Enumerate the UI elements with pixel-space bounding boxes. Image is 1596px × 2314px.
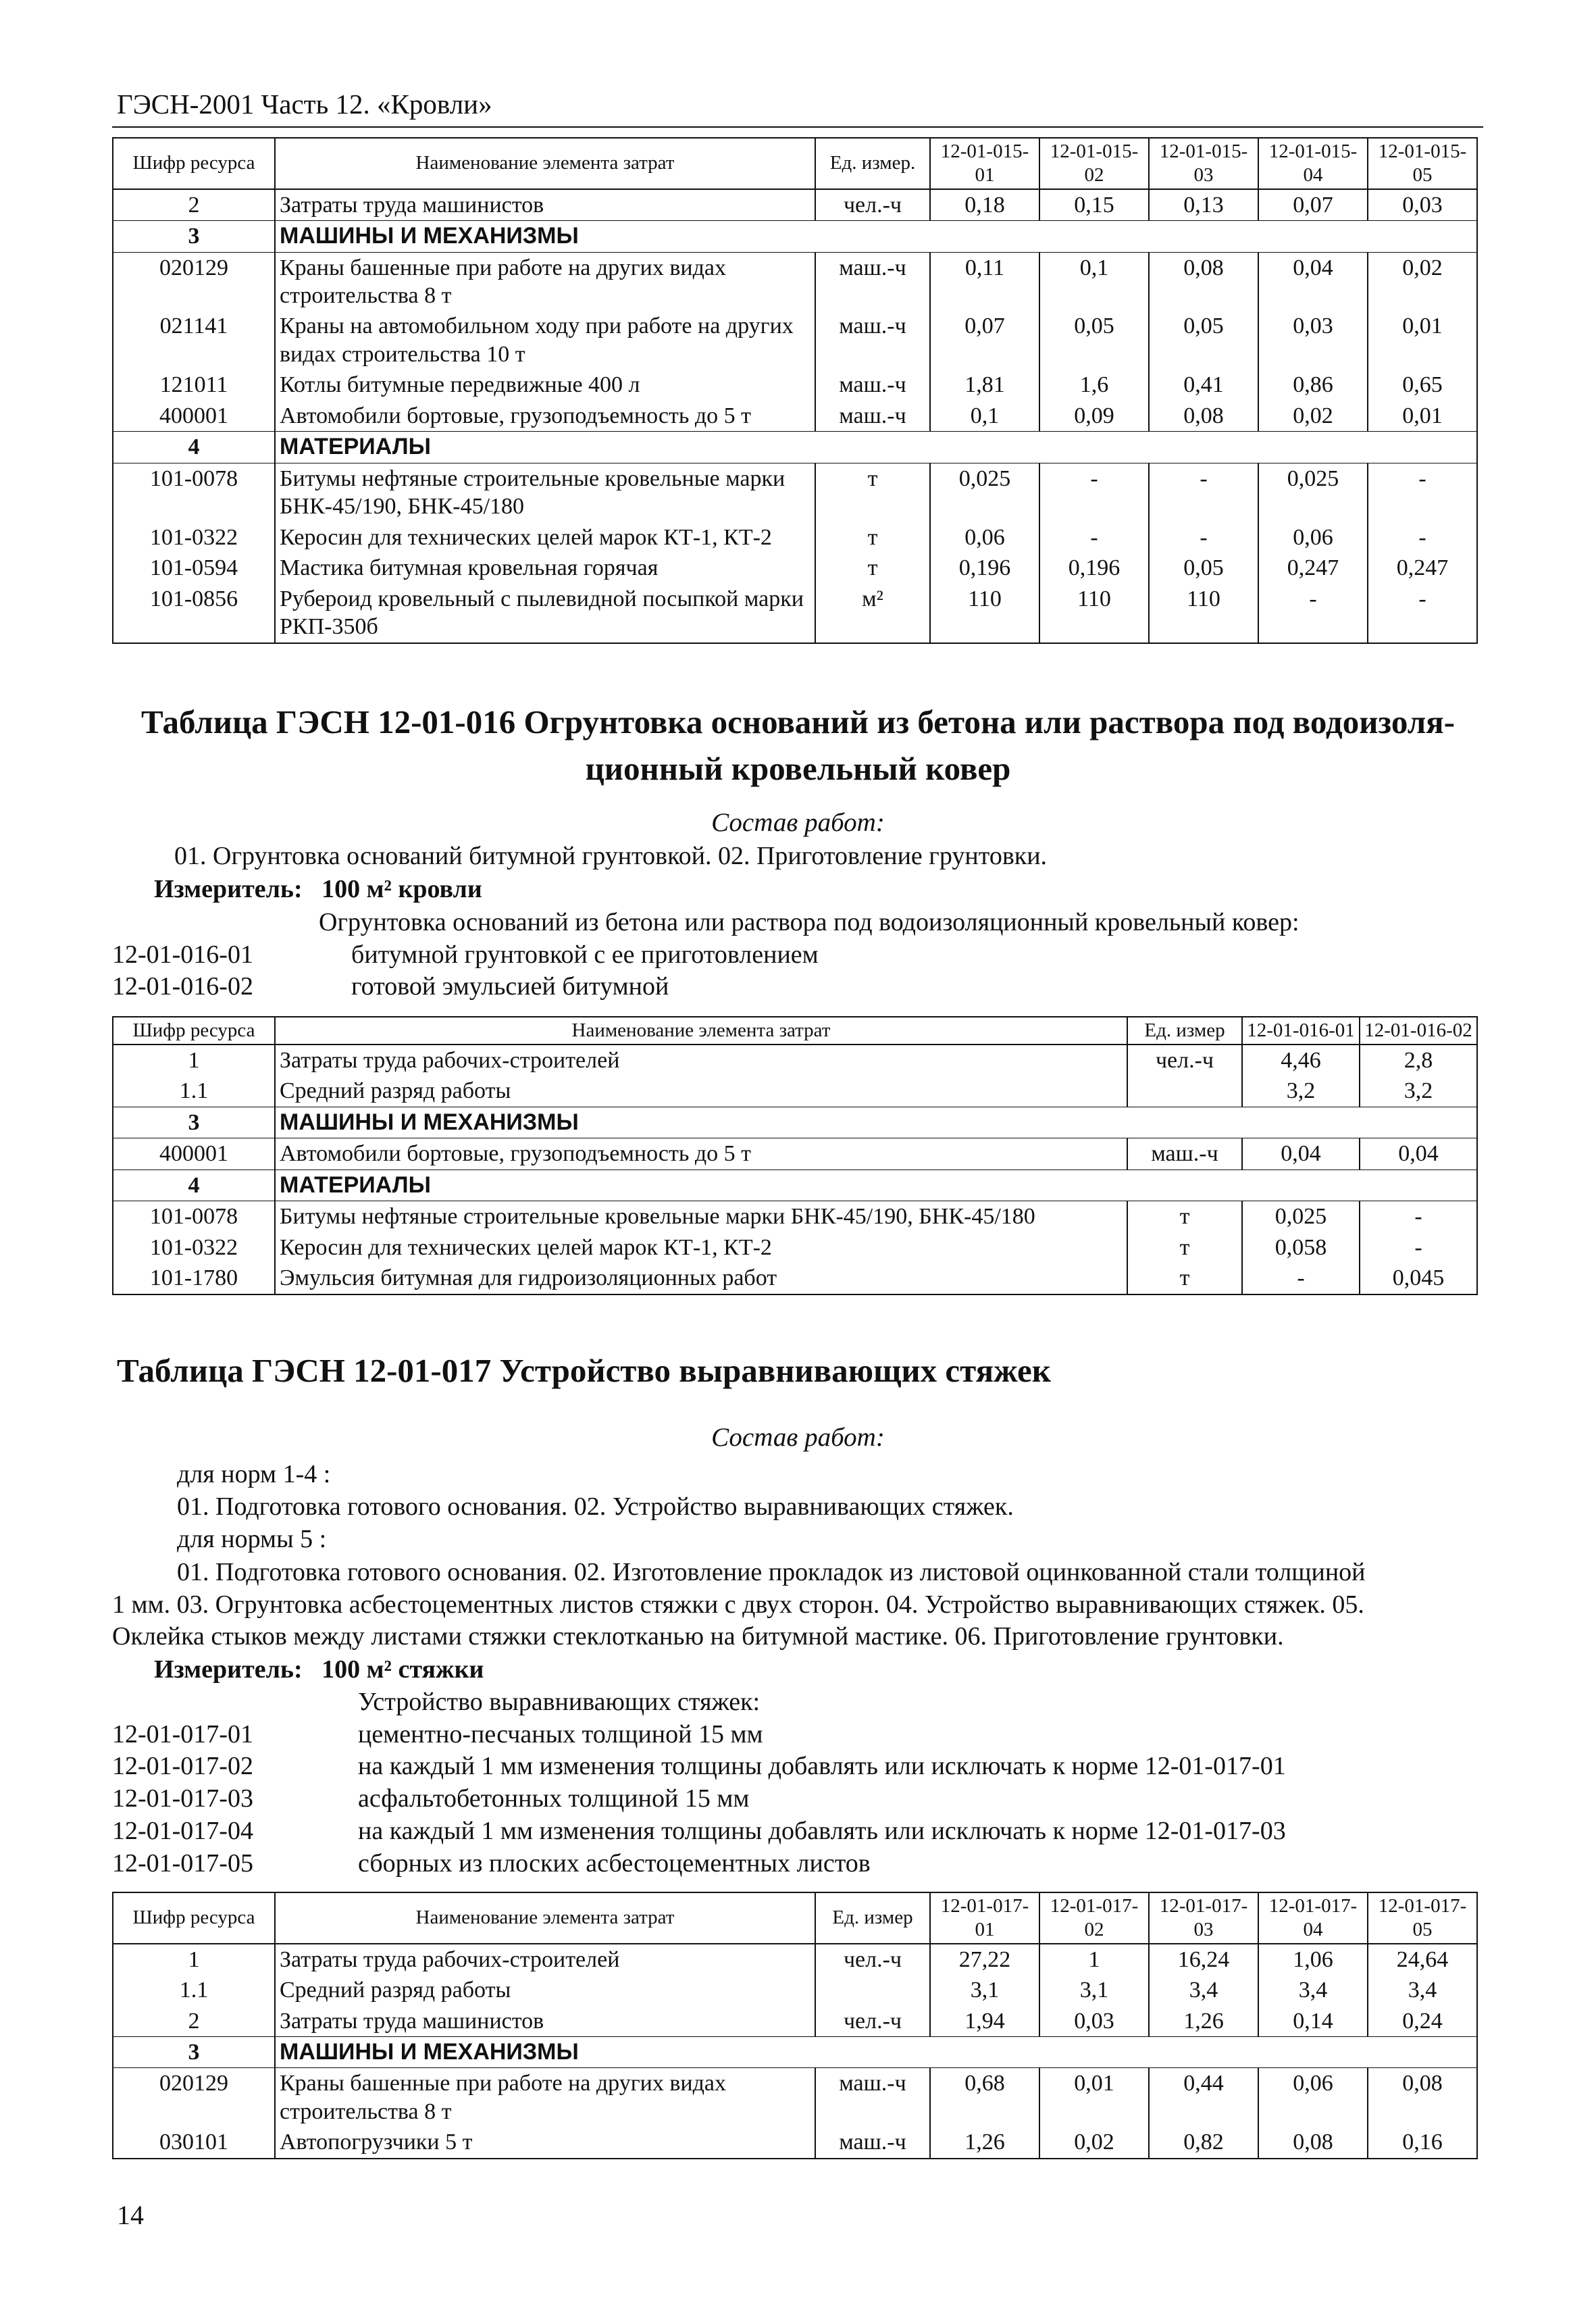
cell-name: Мастика битумная кровельная горячая <box>275 553 815 583</box>
cell-section-title: МАШИНЫ И МЕХАНИЗМЫ <box>275 2037 1477 2068</box>
cell-value: 3,2 <box>1360 1076 1477 1107</box>
norms-1-4-label: для норм 1-4 : <box>177 1460 331 1488</box>
cell-value: 0,04 <box>1258 252 1368 311</box>
cell-value: 0,02 <box>1258 401 1368 432</box>
col-header-name: Наименование элемента затрат <box>275 1892 815 1944</box>
table-row <box>113 1232 1477 1263</box>
cell-unit: маш.-ч <box>815 2127 930 2158</box>
cell-value: 0,01 <box>1368 401 1477 432</box>
cell-value: 0,06 <box>930 522 1039 553</box>
cell-name: Битумы нефтяные строительные кровельные марки БНК-45/190, БНК-45/180 <box>275 463 815 522</box>
table-row <box>113 522 1477 553</box>
cell-code: 1 <box>113 1045 275 1076</box>
cell-code: 020129 <box>113 252 275 311</box>
cell-value: 0,247 <box>1368 553 1477 583</box>
cell-value: 0,06 <box>1258 2068 1368 2127</box>
col-header-code: Шифр ресурса <box>113 1017 275 1045</box>
col-header-unit: Ед. измер <box>1127 1017 1242 1045</box>
works-017-5-line2: 1 мм. 03. Огрунтовка асбестоцементных листов стяжки с двух сторон. 04. Устройство выравнивающих стяжек. 05. <box>112 1590 1364 1619</box>
cell-value: 3,2 <box>1242 1076 1360 1107</box>
cell-name: Краны на автомобильном ходу при работе на других видах строительства 10 т <box>275 311 815 370</box>
cell-section-title: МАТЕРИАЛЫ <box>275 432 1477 463</box>
cell-unit <box>815 1975 930 2005</box>
measurer-value: 100 м² стяжки <box>321 1655 484 1684</box>
cell-value: 2,8 <box>1360 1045 1477 1076</box>
cell-value: 1,81 <box>930 370 1039 400</box>
cell-value: 0,16 <box>1368 2127 1477 2158</box>
cell-name: Автомобили бортовые, грузоподъемность до 5 т <box>275 401 815 432</box>
cell-value: - <box>1039 522 1149 553</box>
table-row <box>113 1138 1477 1169</box>
norm-code-017-03: 12-01-017-03 <box>112 1784 253 1813</box>
cell-value: - <box>1360 1201 1477 1232</box>
col-header-norm: 12-01-015-01 <box>930 138 1039 189</box>
cell-value: 24,64 <box>1368 1944 1477 1975</box>
cell-value: 0,025 <box>1242 1201 1360 1232</box>
norm-text-016-02: готовой эмульсией битумной <box>351 972 669 1001</box>
norm-code-016-02: 12-01-016-02 <box>112 972 253 1001</box>
page-number: 14 <box>117 2200 144 2230</box>
cell-value: 0,03 <box>1368 189 1477 221</box>
works-017-5-line1: 01. Подготовка готового основания. 02. Изготовление прокладок из листовой оцинкованной стали толщиной <box>177 1558 1366 1586</box>
norm-text-016-01: битумной грунтовкой с ее приготовлением <box>351 940 819 969</box>
cell-code: 101-0856 <box>113 584 275 643</box>
cell-unit: т <box>815 553 930 583</box>
cell-name: Керосин для технических целей марок КТ-1, КТ-2 <box>275 522 815 553</box>
table-row <box>113 252 1477 311</box>
cell-unit: т <box>815 522 930 553</box>
table-row <box>113 2006 1477 2037</box>
cell-code: 021141 <box>113 311 275 370</box>
cell-value: 0,02 <box>1039 2127 1149 2158</box>
table-row <box>113 401 1477 432</box>
cell-value: 0,41 <box>1149 370 1258 400</box>
cell-value: 0,15 <box>1039 189 1149 221</box>
cell-value: 0,18 <box>930 189 1039 221</box>
cell-value: 0,045 <box>1360 1263 1477 1294</box>
col-header-unit: Ед. измер <box>815 1892 930 1944</box>
cell-value: 0,05 <box>1149 311 1258 370</box>
cell-section-title: МАТЕРИАЛЫ <box>275 1169 1477 1201</box>
cell-unit: маш.-ч <box>815 370 930 400</box>
cell-unit: т <box>1127 1263 1242 1294</box>
col-header-norm: 12-01-017-03 <box>1149 1892 1258 1944</box>
table-header-row <box>113 138 1477 189</box>
cell-value: 0,13 <box>1149 189 1258 221</box>
cell-section-title: МАШИНЫ И МЕХАНИЗМЫ <box>275 221 1477 252</box>
cell-value: 110 <box>1149 584 1258 643</box>
cell-section-title: МАШИНЫ И МЕХАНИЗМЫ <box>275 1107 1477 1138</box>
cell-name: Керосин для технических целей марок КТ-1, КТ-2 <box>275 1232 1127 1263</box>
col-header-norm: 12-01-015-03 <box>1149 138 1258 189</box>
col-header-norm: 12-01-016-01 <box>1242 1017 1360 1045</box>
cell-value: 0,04 <box>1360 1138 1477 1169</box>
cell-name: Автопогрузчики 5 т <box>275 2127 815 2158</box>
norm-code-017-04: 12-01-017-04 <box>112 1817 253 1845</box>
cell-code: 400001 <box>113 1138 275 1169</box>
norm-text-017-01: цементно-песчаных толщиной 15 мм <box>358 1720 763 1749</box>
cell-code: 101-0078 <box>113 463 275 522</box>
cell-value: 0,08 <box>1149 252 1258 311</box>
cell-value: 1,26 <box>1149 2006 1258 2037</box>
cell-code: 030101 <box>113 2127 275 2158</box>
cell-unit: маш.-ч <box>1127 1138 1242 1169</box>
cell-value: 0,04 <box>1242 1138 1360 1169</box>
cell-unit: чел.-ч <box>815 2006 930 2037</box>
cell-code: 101-0594 <box>113 553 275 583</box>
works-017-1-4: 01. Подготовка готового основания. 02. Устройство выравнивающих стяжек. <box>177 1492 1014 1521</box>
norm-code-016-01: 12-01-016-01 <box>112 940 253 969</box>
section-row <box>113 432 1477 463</box>
cell-unit: маш.-ч <box>815 2068 930 2127</box>
cell-value: 0,07 <box>1258 189 1368 221</box>
cell-value: 0,65 <box>1368 370 1477 400</box>
cell-name: Средний разряд работы <box>275 1975 815 2005</box>
cell-value: 110 <box>1039 584 1149 643</box>
norm-5-label: для нормы 5 : <box>177 1525 327 1553</box>
cell-value: 0,08 <box>1258 2127 1368 2158</box>
measurer-label: Измеритель: <box>154 875 303 903</box>
cell-value: 1,6 <box>1039 370 1149 400</box>
cell-value: 0,196 <box>1039 553 1149 583</box>
cell-value: 0,247 <box>1258 553 1368 583</box>
cell-code: 1.1 <box>113 1076 275 1107</box>
col-header-norm: 12-01-015-04 <box>1258 138 1368 189</box>
composition-label: Состав работ: <box>711 808 885 837</box>
cell-unit: чел.-ч <box>1127 1045 1242 1076</box>
table-017-heading: Таблица ГЭСН 12-01-017 Устройство выравнивающих стяжек <box>117 1352 1051 1389</box>
cell-value: 3,1 <box>930 1975 1039 2005</box>
table-016-heading <box>0 699 1596 792</box>
cell-value: 4,46 <box>1242 1045 1360 1076</box>
table-row <box>113 370 1477 400</box>
cell-unit: чел.-ч <box>815 1944 930 1975</box>
table-row <box>113 2127 1477 2158</box>
cell-unit: т <box>1127 1232 1242 1263</box>
cell-value: 3,1 <box>1039 1975 1149 2005</box>
col-header-code: Шифр ресурса <box>113 138 275 189</box>
cell-value: 0,44 <box>1149 2068 1258 2127</box>
works-017-5-line3: Оклейка стыков между листами стяжки стеклотканью на битумной мастике. 06. Приготовление грунтовки. <box>112 1622 1284 1651</box>
cell-value: - <box>1242 1263 1360 1294</box>
cell-value: 0,08 <box>1149 401 1258 432</box>
cell-value: 0,03 <box>1258 311 1368 370</box>
cell-value: 0,025 <box>1258 463 1368 522</box>
cell-value: - <box>1368 584 1477 643</box>
cell-value: - <box>1039 463 1149 522</box>
col-header-norm: 12-01-017-01 <box>930 1892 1039 1944</box>
col-header-norm: 12-01-017-04 <box>1258 1892 1368 1944</box>
section-row <box>113 2037 1477 2068</box>
section-row <box>113 221 1477 252</box>
cell-value: 0,1 <box>1039 252 1149 311</box>
measurer-label: Измеритель: <box>154 1655 303 1684</box>
cell-value: 0,68 <box>930 2068 1039 2127</box>
table-row <box>113 553 1477 583</box>
cell-value: 0,11 <box>930 252 1039 311</box>
cell-value: 0,058 <box>1242 1232 1360 1263</box>
cell-value: 0,05 <box>1149 553 1258 583</box>
intro-017: Устройство выравнивающих стяжек: <box>358 1688 761 1716</box>
cell-value: 0,01 <box>1368 311 1477 370</box>
table-header-row <box>113 1017 1477 1045</box>
cell-code: 4 <box>113 432 275 463</box>
cell-code: 3 <box>113 221 275 252</box>
cell-value: 0,025 <box>930 463 1039 522</box>
cell-value: 0,09 <box>1039 401 1149 432</box>
table-row <box>113 463 1477 522</box>
cell-code: 101-0078 <box>113 1201 275 1232</box>
cell-name: Затраты труда рабочих-строителей <box>275 1944 815 1975</box>
cell-code: 2 <box>113 189 275 221</box>
cell-value: - <box>1368 463 1477 522</box>
measurer-value: 100 м² кровли <box>321 875 482 903</box>
table-row <box>113 1944 1477 1975</box>
col-header-unit: Ед. измер. <box>815 138 930 189</box>
col-header-code: Шифр ресурса <box>113 1892 275 1944</box>
cell-value: 0,196 <box>930 553 1039 583</box>
cell-name: Краны башенные при работе на других видах строительства 8 т <box>275 252 815 311</box>
table-row <box>113 584 1477 643</box>
table-12-01-015 <box>112 137 1478 644</box>
cell-code: 020129 <box>113 2068 275 2127</box>
cell-value: 27,22 <box>930 1944 1039 1975</box>
cell-code: 3 <box>113 1107 275 1138</box>
table-header-row <box>113 1892 1477 1944</box>
cell-unit: т <box>815 463 930 522</box>
cell-code: 3 <box>113 2037 275 2068</box>
cell-value: - <box>1360 1232 1477 1263</box>
table-016-heading-line2: ционный кровельный ковер <box>585 749 1011 787</box>
cell-value: 0,02 <box>1368 252 1477 311</box>
table-row <box>113 1263 1477 1294</box>
col-header-norm: 12-01-017-05 <box>1368 1892 1477 1944</box>
cell-name: Краны башенные при работе на других видах строительства 8 т <box>275 2068 815 2127</box>
cell-value: 110 <box>930 584 1039 643</box>
cell-unit: маш.-ч <box>815 252 930 311</box>
cell-name: Автомобили бортовые, грузоподъемность до 5 т <box>275 1138 1127 1169</box>
cell-value: 1,94 <box>930 2006 1039 2037</box>
cell-name: Затраты труда машинистов <box>275 189 815 221</box>
table-12-01-016 <box>112 1016 1478 1295</box>
cell-unit: маш.-ч <box>815 401 930 432</box>
cell-value: 0,86 <box>1258 370 1368 400</box>
composition-label: Состав работ: <box>711 1423 885 1452</box>
cell-value: 0,01 <box>1039 2068 1149 2127</box>
cell-code: 101-0322 <box>113 522 275 553</box>
section-row <box>113 1169 1477 1201</box>
cell-value: 0,1 <box>930 401 1039 432</box>
col-header-name: Наименование элемента затрат <box>275 138 815 189</box>
table-row <box>113 1975 1477 2005</box>
cell-code: 101-0322 <box>113 1232 275 1263</box>
table-row <box>113 189 1477 221</box>
cell-code: 101-1780 <box>113 1263 275 1294</box>
table-016-heading-line1: Таблица ГЭСН 12-01-016 Огрунтовка оснований из бетона или раствора под водоизоля- <box>140 703 1456 740</box>
cell-value: 0,03 <box>1039 2006 1149 2037</box>
cell-unit <box>1127 1076 1242 1107</box>
cell-value: 3,4 <box>1258 1975 1368 2005</box>
cell-value: - <box>1368 522 1477 553</box>
norm-code-017-01: 12-01-017-01 <box>112 1720 253 1749</box>
table-row <box>113 2068 1477 2127</box>
table-row <box>113 1076 1477 1107</box>
cell-code: 400001 <box>113 401 275 432</box>
measurer-017 <box>154 1655 484 1684</box>
cell-name: Затраты труда машинистов <box>275 2006 815 2037</box>
cell-unit: маш.-ч <box>815 311 930 370</box>
cell-code: 1.1 <box>113 1975 275 2005</box>
cell-unit: чел.-ч <box>815 189 930 221</box>
table-row <box>113 1201 1477 1232</box>
cell-value: 0,24 <box>1368 2006 1477 2037</box>
col-header-norm: 12-01-015-05 <box>1368 138 1477 189</box>
cell-unit: т <box>1127 1201 1242 1232</box>
cell-name: Рубероид кровельный с пылевидной посыпкой марки РКП-350б <box>275 584 815 643</box>
cell-value: 3,4 <box>1368 1975 1477 2005</box>
running-header: ГЭСН-2001 Часть 12. «Кровли» <box>117 89 492 120</box>
cell-value: 16,24 <box>1149 1944 1258 1975</box>
norm-code-017-05: 12-01-017-05 <box>112 1849 253 1878</box>
cell-name: Затраты труда рабочих-строителей <box>275 1045 1127 1076</box>
cell-value: 0,82 <box>1149 2127 1258 2158</box>
section-row <box>113 1107 1477 1138</box>
intro-016: Огрунтовка оснований из бетона или раствора под водоизоляционный кровельный ковер: <box>319 908 1299 936</box>
col-header-norm: 12-01-016-02 <box>1360 1017 1477 1045</box>
cell-value: - <box>1258 584 1368 643</box>
cell-value: 1 <box>1039 1944 1149 1975</box>
col-header-norm: 12-01-017-02 <box>1039 1892 1149 1944</box>
works-016: 01. Огрунтовка оснований битумной грунтовкой. 02. Приготовление грунтовки. <box>174 842 1048 870</box>
table-row <box>113 311 1477 370</box>
cell-name: Битумы нефтяные строительные кровельные марки БНК-45/190, БНК-45/180 <box>275 1201 1127 1232</box>
cell-name: Эмульсия битумная для гидроизоляционных работ <box>275 1263 1127 1294</box>
cell-value: - <box>1149 522 1258 553</box>
cell-name: Котлы битумные передвижные 400 л <box>275 370 815 400</box>
cell-value: - <box>1149 463 1258 522</box>
cell-value: 1,26 <box>930 2127 1039 2158</box>
measurer-016 <box>154 874 482 904</box>
cell-value: 1,06 <box>1258 1944 1368 1975</box>
cell-value: 0,14 <box>1258 2006 1368 2037</box>
norm-text-017-02: на каждый 1 мм изменения толщины добавлять или исключать к норме 12-01-017-01 <box>358 1752 1286 1780</box>
cell-value: 0,08 <box>1368 2068 1477 2127</box>
norm-code-017-02: 12-01-017-02 <box>112 1752 253 1780</box>
cell-code: 2 <box>113 2006 275 2037</box>
norm-text-017-04: на каждый 1 мм изменения толщины добавлять или исключать к норме 12-01-017-03 <box>358 1817 1286 1845</box>
col-header-norm: 12-01-015-02 <box>1039 138 1149 189</box>
cell-name: Средний разряд работы <box>275 1076 1127 1107</box>
norm-text-017-05: сборных из плоских асбестоцементных листов <box>358 1849 871 1878</box>
cell-value: 0,07 <box>930 311 1039 370</box>
cell-code: 121011 <box>113 370 275 400</box>
cell-value: 0,05 <box>1039 311 1149 370</box>
table-row <box>113 1045 1477 1076</box>
cell-code: 4 <box>113 1169 275 1201</box>
cell-value: 0,06 <box>1258 522 1368 553</box>
header-rule <box>112 126 1483 128</box>
table-12-01-017 <box>112 1892 1478 2159</box>
col-header-name: Наименование элемента затрат <box>275 1017 1127 1045</box>
norm-text-017-03: асфальтобетонных толщиной 15 мм <box>358 1784 750 1813</box>
cell-value: 3,4 <box>1149 1975 1258 2005</box>
cell-unit: м² <box>815 584 930 643</box>
cell-code: 1 <box>113 1944 275 1975</box>
